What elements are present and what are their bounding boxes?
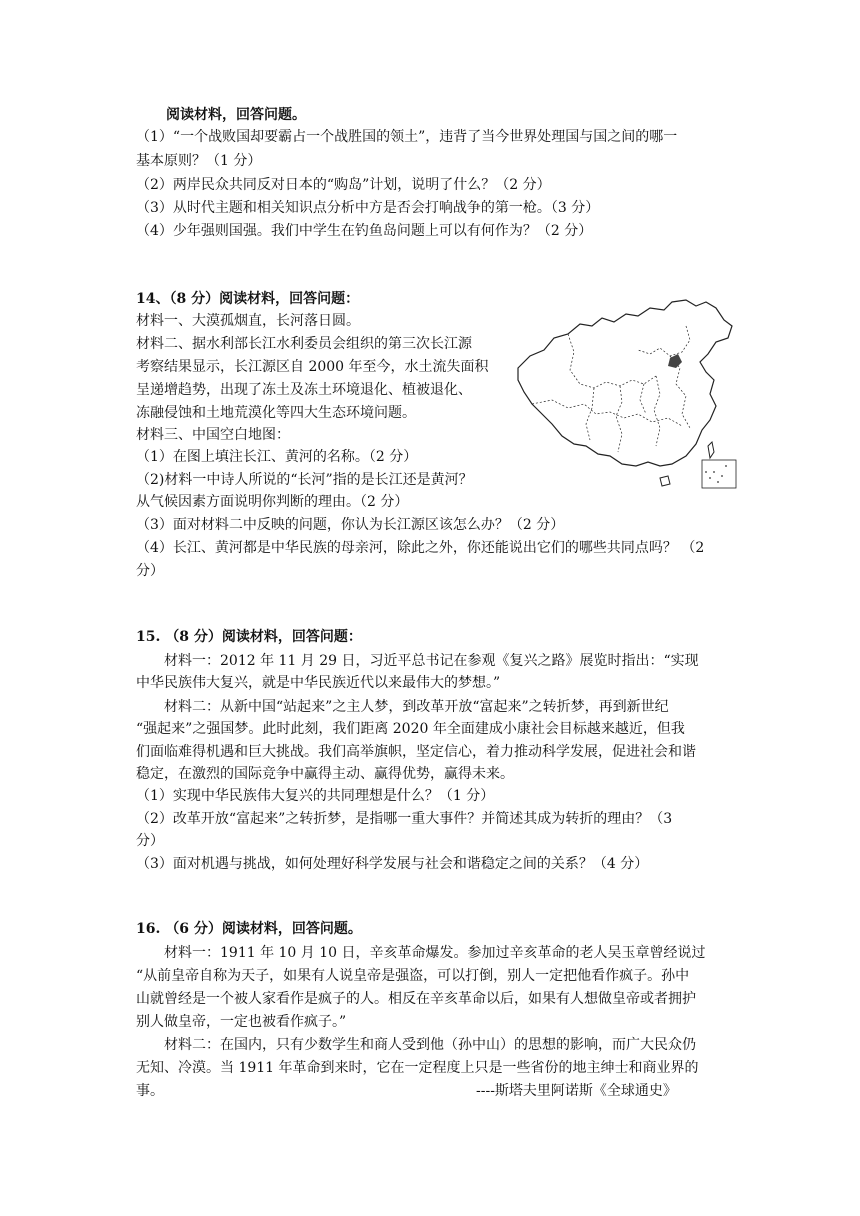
q15-line: 们面临难得机遇和巨大挑战。我们高举旗帜，坚定信心，着力推动科学发展，促进社会和谐 — [136, 744, 696, 760]
q14-line: （2)材料一中诗人所说的“长河”指的是长江还是黄河？ — [136, 472, 473, 488]
q15-line: 材料一：2012 年 11 月 29 日，习近平总书记在参观《复兴之路》展览时指出：“实现 — [164, 653, 699, 669]
q14-line: 材料二、据水利部长江水利委员会组织的第三次长江源 — [136, 336, 472, 352]
q16-line: 无知、冷漠。当 1911 年革命到来时，它在一定程度上只是一些省份的地主绅士和商业界的 — [136, 1060, 699, 1076]
q14-heading: 14、（8 分）阅读材料，回答问题： — [136, 291, 360, 307]
q16-line: 别人做皇帝，一定也被看作疯子。” — [136, 1014, 347, 1030]
q16-source-citation: ----斯塔夫里阿诺斯《全球通史》 — [476, 1083, 677, 1099]
hainan-island — [660, 476, 670, 486]
q13-item-4: （4）少年强则国强。我们中学生在钓鱼岛问题上可以有何作为？（2 分） — [136, 223, 593, 239]
q16-line: “从前皇帝自称为天子，如果有人说皇帝是强盗，可以打倒，别人一定把他看作疯子。孙中 — [136, 968, 690, 984]
q15-line: 稳定，在激烈的国际竞争中赢得主动、赢得优势，赢得未来。 — [136, 766, 514, 782]
q16-line: 山就曾经是一个被人家看作是疯子的人。相反在辛亥革命以后，如果有人想做皇帝或者拥护 — [136, 991, 696, 1007]
q16-line: 材料二：在国内，只有少数学生和商人受到他（孙中山）的思想的影响，而广大民众仍 — [164, 1037, 696, 1053]
q15-line: （2）改革开放“富起来”之转折梦，是指哪一重大事件？并简述其成为转折的理由？（3 — [136, 811, 673, 827]
q13-item-3: （3）从时代主题和相关知识点分析中方是否会打响战争的第一枪。（3 分） — [136, 200, 600, 216]
q16-line: 材料一：1911 年 10 月 10 日，辛亥革命爆发。参加过辛亥革命的老人吴玉章曾经说过 — [164, 945, 706, 961]
q14-line: 材料一、大漠孤烟直，长河落日圆。 — [136, 313, 360, 329]
q15-line: 材料二：从新中国“站起来”之主人梦，到改革开放“富起来”之转折梦，再到新世纪 — [164, 699, 669, 715]
china-border — [518, 300, 732, 466]
q14-line: 从气候因素方面说明你判断的理由。（2 分） — [136, 494, 409, 510]
q16-heading: 16. （6 分）阅读材料，回答问题。 — [136, 921, 362, 937]
q15-line: 中华民族伟大复兴，就是中华民族近代以来最伟大的梦想。” — [136, 675, 501, 691]
china-outline-map — [510, 296, 742, 492]
q13-item-1: （1）“一个战败国却要霸占一个战胜国的领土”，违背了当今世界处理国与国之间的哪一 — [136, 129, 678, 145]
q14-line: 冻融侵蚀和土地荒漠化等四大生态环境问题。 — [136, 405, 416, 421]
q13-item-2: （2）两岸民众共同反对日本的“购岛”计划，说明了什么？（2 分） — [136, 177, 551, 193]
taiwan-island — [708, 442, 714, 458]
q13-item-1-cont: 基本原则？（1 分） — [136, 153, 262, 169]
q14-line: （3）面对材料二中反映的问题，你认为长江源区该怎么办？（2 分） — [136, 517, 565, 533]
q15-line: （1）实现中华民族伟大复兴的共同理想是什么？（1 分） — [136, 788, 495, 804]
q15-line: （3）面对机遇与挑战，如何处理好科学发展与社会和谐稳定之间的关系？（4 分） — [136, 856, 649, 872]
q15-line: “强起来”之强国梦。此时此刻，我们距离 2020 年全面建成小康社会目标越来越近，但我 — [136, 721, 685, 737]
q15-heading: 15. （8 分）阅读材料，回答问题： — [136, 629, 362, 645]
q14-line: 考察结果显示，长江源区自 2000 年至今，水土流失面积 — [136, 359, 489, 375]
q16-line: 事。 — [136, 1083, 164, 1099]
q14-line: （4）长江、黄河都是中华民族的母亲河，除此之外，你还能说出它们的哪些共同点吗？ （2 — [136, 540, 705, 556]
q14-line: （1）在图上填注长江、黄河的名称。（2 分） — [136, 449, 418, 465]
q14-line: 分） — [136, 563, 164, 579]
q14-line: 材料三、中国空白地图： — [136, 427, 290, 443]
q15-line: 分） — [136, 833, 164, 849]
q14-line: 呈递增趋势，出现了冻土及冻土环境退化、植被退化、 — [136, 382, 472, 398]
q13-lead: 阅读材料，回答问题。 — [166, 107, 306, 123]
